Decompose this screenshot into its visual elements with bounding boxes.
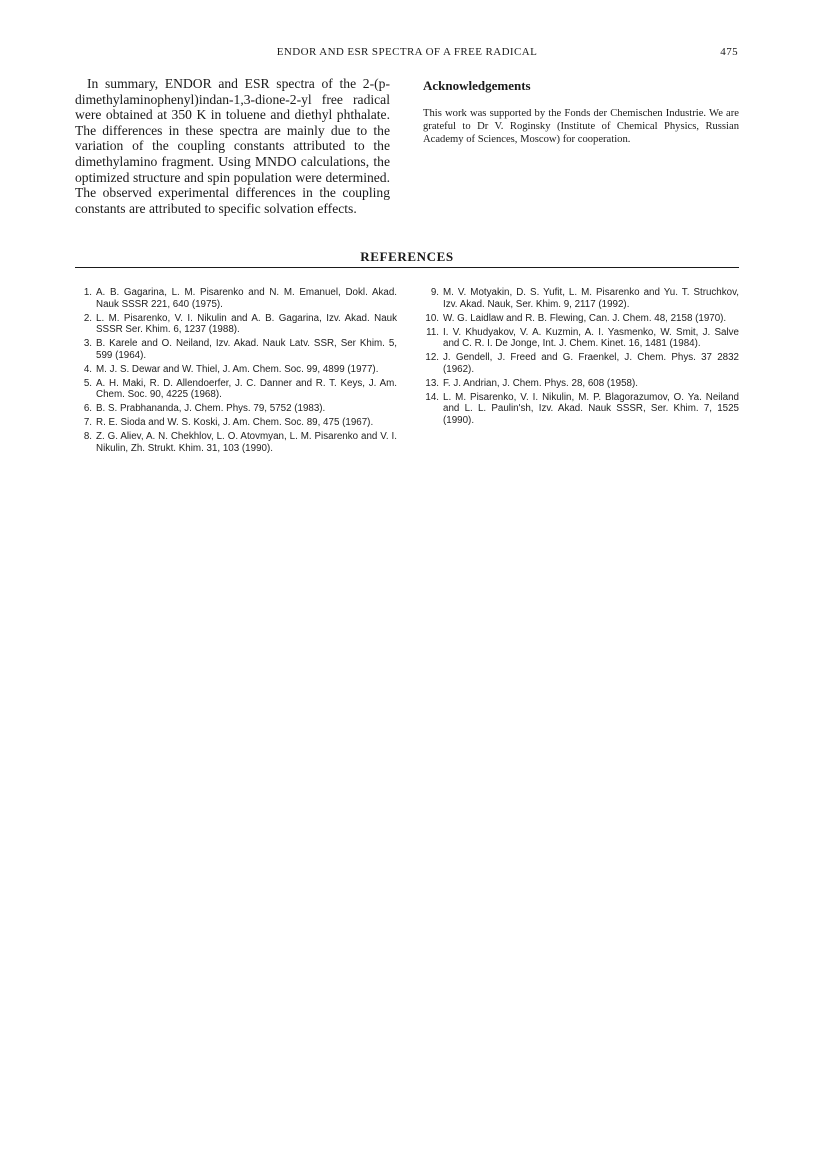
reference-number: 6. <box>83 403 92 414</box>
reference-number: 11. <box>426 326 439 338</box>
reference-item <box>74 378 397 401</box>
reference-number: 5. <box>83 377 92 389</box>
reference-number: 12. <box>425 352 439 363</box>
reference-number: 13. <box>425 377 439 389</box>
reference-item <box>421 327 739 350</box>
references-divider <box>75 267 739 268</box>
reference-number: 7. <box>83 417 92 428</box>
reference-item <box>74 313 397 336</box>
reference-item <box>421 287 739 310</box>
reference-text: A. H. Maki, R. D. Allendoerfer, J. C. Danner and R. T. Keys, J. Am. Chem. Soc. 90, 4225 (1968). <box>96 377 397 400</box>
reference-item <box>421 378 739 390</box>
reference-item <box>421 392 739 427</box>
reference-item <box>74 364 397 376</box>
reference-item <box>421 352 739 375</box>
reference-text: A. B. Gagarina, L. M. Pisarenko and N. M. Emanuel, Dokl. Akad. Nauk SSSR 221, 640 (1975). <box>96 287 397 310</box>
reference-item <box>74 417 397 429</box>
reference-text: W. G. Laidlaw and R. B. Flewing, Can. J. Chem. 48, 2158 (1970). <box>443 312 727 324</box>
reference-number: 9. <box>430 287 439 298</box>
reference-number: 14. <box>425 391 439 403</box>
reference-item <box>74 431 397 454</box>
acknowledgements-section <box>423 78 739 146</box>
reference-item <box>74 403 397 415</box>
reference-item <box>74 287 397 310</box>
reference-number: 8. <box>83 431 92 442</box>
acknowledgements-heading: Acknowledgements <box>423 78 531 93</box>
reference-number: 2. <box>83 312 92 324</box>
reference-text: B. Karele and O. Neiland, Izv. Akad. Nauk Latv. SSR, Ser Khim. 5, 599 (1964). <box>96 338 397 361</box>
reference-number: 10. <box>425 312 439 324</box>
reference-number: 1. <box>83 287 92 298</box>
reference-text: J. Gendell, J. Freed and G. Fraenkel, J. Chem. Phys. 37 2832 (1962). <box>443 352 739 375</box>
reference-text: I. V. Khudyakov, V. A. Kuzmin, A. I. Yasmenko, W. Smit, J. Salve and C. R. I. De Jonge, Int. J. Chem. Kinet. 16, 1481 (1984). <box>443 326 739 349</box>
acknowledgements-text: This work was supported by the Fonds der Chemischen Industrie. We are grateful to Dr V. Roginsky (Institute of Chemical Physics, Russian Academy of Sciences, Moscow) for cooperation. <box>423 108 739 145</box>
reference-text: F. J. Andrian, J. Chem. Phys. 28, 608 (1958). <box>443 377 638 389</box>
references-list-left <box>74 287 397 457</box>
reference-item <box>421 313 739 325</box>
references-list-right <box>421 287 739 429</box>
reference-number: 4. <box>83 363 92 375</box>
summary-section <box>75 76 390 216</box>
references-heading: REFERENCES <box>360 249 454 264</box>
reference-text: B. S. Prabhananda, J. Chem. Phys. 79, 5752 (1983). <box>96 403 326 414</box>
running-header <box>76 46 738 62</box>
reference-text: L. M. Pisarenko, V. I. Nikulin, M. P. Blagorazumov, O. Ya. Neiland and L. L. Paulin'sh, Izv. Akad. Nauk SSSR, Ser. Khim. 7, 1525 (1990). <box>443 391 739 426</box>
summary-paragraph: In summary, ENDOR and ESR spectra of the 2-(p-dimethylaminophenyl)indan-1,3-dione-2-yl free radical were obtained at 350 K in toluene and diethyl phthalate. The differences in these spectra are mainly due to the variation of the coupling constants attributed to the dimethylamino fragment. Using MNDO calculations, the optimized structure and spin population were determined. The observed experimental differences in the coupling constants are attributed to specific solvation effects. <box>75 76 390 216</box>
running-title: ENDOR AND ESR SPECTRA OF A FREE RADICAL <box>276 46 538 58</box>
reference-text: Z. G. Aliev, A. N. Chekhlov, L. O. Atovmyan, L. M. Pisarenko and V. I. Nikulin, Zh. Strukt. Khim. 31, 103 (1990). <box>96 431 397 454</box>
reference-text: L. M. Pisarenko, V. I. Nikulin and A. B. Gagarina, Izv. Akad. Nauk SSSR Ser. Khim. 6, 1237 (1988). <box>96 312 397 335</box>
page-number: 475 <box>720 46 738 58</box>
reference-number: 3. <box>83 338 92 349</box>
reference-text: M. V. Motyakin, D. S. Yufit, L. M. Pisarenko and Yu. T. Struchkov, Izv. Akad. Nauk, Ser. Khim. 9, 2117 (1992). <box>443 287 739 310</box>
reference-text: M. J. S. Dewar and W. Thiel, J. Am. Chem. Soc. 99, 4899 (1977). <box>96 363 379 375</box>
reference-text: R. E. Sioda and W. S. Koski, J. Am. Chem. Soc. 89, 475 (1967). <box>96 417 374 428</box>
reference-item <box>74 338 397 361</box>
